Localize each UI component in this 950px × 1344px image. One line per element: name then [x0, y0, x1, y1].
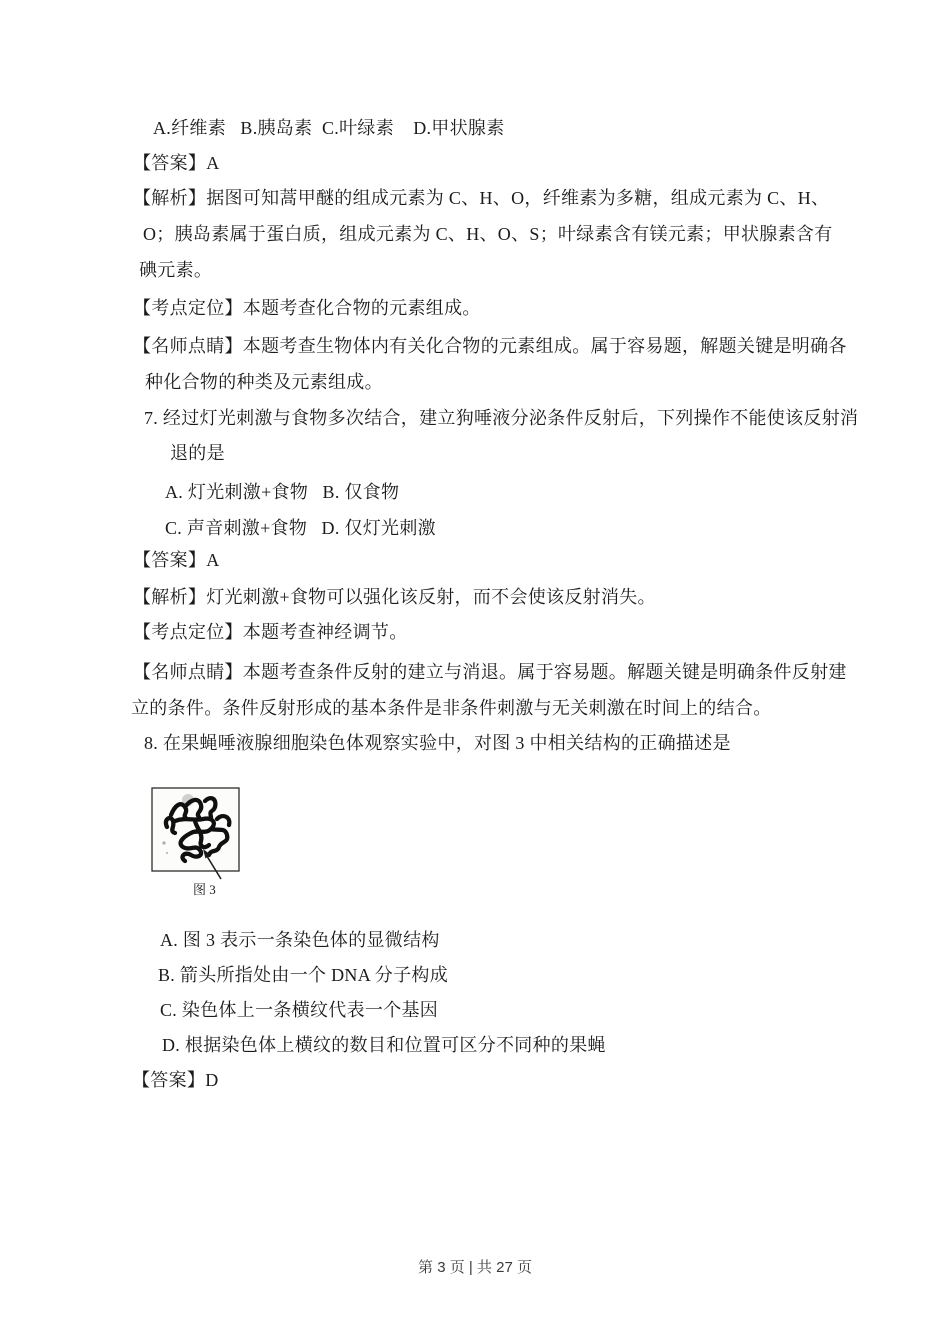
figure-3: [151, 787, 243, 883]
q8-option-c: C. 染色体上一条横纹代表一个基因: [160, 1000, 439, 1020]
q7-teacher-tip-line-2: 立的条件。条件反射形成的基本条件是非条件刺激与无关刺激在时间上的结合。: [131, 698, 772, 718]
q6-exam-point: 【考点定位】本题考查化合物的元素组成。: [133, 298, 481, 318]
q7-question-line-1: 7. 经过灯光刺激与食物多次结合，建立狗唾液分泌条件反射后，下列操作不能使该反射消: [144, 408, 859, 428]
q6-teacher-tip-line-2: 种化合物的种类及元素组成。: [145, 372, 383, 392]
q8-option-b: B. 箭头所指处由一个 DNA 分子构成: [158, 965, 449, 985]
q7-options-row-1: A. 灯光刺激+食物 B. 仅食物: [165, 482, 400, 502]
q6-analysis-line-1: 【解析】据图可知蒿甲醚的组成元素为 C、H、O，纤维素为多糖，组成元素为 C、H、: [133, 188, 830, 208]
q7-options-row-2: C. 声音刺激+食物 D. 仅灯光刺激: [165, 518, 436, 538]
q6-analysis-line-2: O；胰岛素属于蛋白质，组成元素为 C、H、O、S；叶绿素含有镁元素；甲状腺素含有: [143, 224, 833, 244]
q6-analysis-line-3: 碘元素。: [139, 260, 213, 280]
chromosome-micrograph-image: [151, 787, 243, 883]
q8-option-a: A. 图 3 表示一条染色体的显微结构: [160, 930, 440, 950]
figure-3-caption: 图 3: [193, 882, 216, 897]
q7-question-line-2: 退的是: [170, 443, 225, 463]
q8-option-d: D. 根据染色体上横纹的数目和位置可区分不同种的果蝇: [162, 1035, 606, 1055]
q8-question: 8. 在果蝇唾液腺细胞染色体观察实验中，对图 3 中相关结构的正确描述是: [144, 733, 731, 753]
page-footer: 第 3 页 | 共 27 页: [418, 1259, 532, 1276]
q7-analysis: 【解析】灯光刺激+食物可以强化该反射，而不会使该反射消失。: [133, 587, 656, 607]
q7-exam-point: 【考点定位】本题考查神经调节。: [133, 622, 408, 642]
q7-answer: 【答案】A: [133, 550, 220, 570]
q6-options-row: A.纤维素 B.胰岛素 C.叶绿素 D.甲状腺素: [153, 118, 505, 138]
q8-answer: 【答案】D: [132, 1070, 219, 1090]
q6-answer: 【答案】A: [133, 153, 220, 173]
q7-teacher-tip-line-1: 【名师点睛】本题考查条件反射的建立与消退。属于容易题。解题关键是明确条件反射建: [133, 662, 847, 682]
q6-teacher-tip-line-1: 【名师点睛】本题考查生物体内有关化合物的元素组成。属于容易题，解题关键是明确各: [133, 336, 847, 356]
